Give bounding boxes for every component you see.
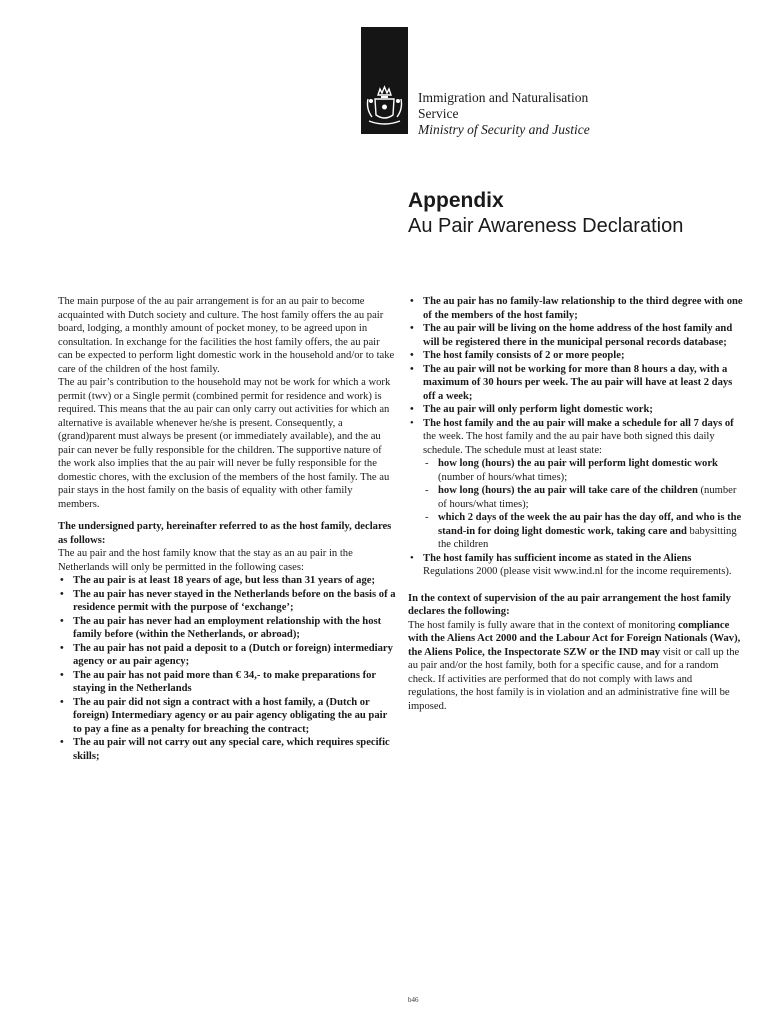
list-item: • The au pair will be living on the home address of the host family and will be registered there in the municipal personal records database; [408, 322, 743, 349]
right-column [408, 295, 743, 713]
income-text: Regulations 2000 (please visit www.ind.nl for the income requirements). [423, 566, 732, 577]
supervision-text-rest: visit or call up the au pair and/or the host family, both for a specific cause, and for a random check. If activities are performed that do not comply with laws and regulations, the host family is in violation and an administrative fine will be imposed. [408, 646, 740, 712]
list-item: • The au pair did not sign a contract with a host family, a (Dutch or foreign) Intermediary agency or au pair agency obligating the au pair to pay a fine as a penalty for breaching the contract; [58, 696, 396, 737]
title-block [408, 188, 748, 238]
page-number: b46 [408, 996, 419, 1004]
agency-name [418, 90, 718, 138]
list-item: • The au pair has not paid a deposit to a (Dutch or foreign) intermediary agency or au pair agency; [58, 642, 396, 669]
dash-item-bold: which 2 days of the week the au pair has the day off, and who is the stand-in for doing light domestic work, taking care and [438, 512, 742, 537]
declaration-intro: The au pair and the host family know that the stay as an au pair in the Netherlands will only be permitted in the following cases: [58, 548, 353, 573]
ministry-name: Ministry of Security and Justice [418, 122, 590, 137]
dash-item-text: (number of hours/what times); [438, 485, 737, 510]
list-item-income [408, 552, 743, 579]
conditions-list [58, 574, 396, 763]
supervision-heading: In the context of supervision of the au pair arrangement the host family declares the following: [408, 592, 731, 617]
dash-item [423, 457, 743, 484]
income-bold-text: The host family has sufficient income as stated in the Aliens [423, 552, 692, 564]
schedule-requirements-list [423, 457, 743, 552]
list-item: • The au pair has never stayed in the Netherlands before on the basis of a residence permit with the purpose of ‘exchange’; [58, 588, 396, 615]
list-item: • The au pair has never had an employment relationship with the host family before (within the Netherlands, or abroad); [58, 615, 396, 642]
supervision-paragraph [408, 619, 743, 714]
list-item: • The au pair is at least 18 years of age, but less than 31 years of age; [58, 574, 396, 588]
list-item-schedule [408, 417, 743, 552]
declaration-heading: The undersigned party, hereinafter referred to as the host family, declares as follows: [58, 521, 392, 546]
list-item: • The host family consists of 2 or more people; [408, 349, 743, 363]
schedule-text: the week. The host family and the au pair have both signed this daily schedule. The schedule must at least state: [423, 431, 715, 456]
list-item: • The au pair has no family-law relationship to the third degree with one of the members of the host family; [408, 295, 743, 322]
dash-item [423, 484, 743, 511]
page-title: Appendix [408, 189, 504, 212]
agency-line1: Immigration and Naturalisation [418, 90, 589, 105]
list-item: • The au pair will not be working for more than 8 hours a day, with a maximum of 30 hours per week. The au pair will have at least 2 days off a week; [408, 363, 743, 404]
conditions-list-continued [408, 295, 743, 579]
agency-line2: Service [418, 106, 459, 121]
dash-item-text: (number of hours/what times); [438, 471, 568, 483]
left-column [58, 295, 396, 763]
page-subtitle: Au Pair Awareness Declaration [408, 215, 684, 237]
dash-item [423, 511, 743, 552]
list-item: • The au pair has not paid more than € 34,- to make preparations for staying in the Netherlands [58, 669, 396, 696]
supervision-text-bold: compliance with the Aliens Act 2000 and the Labour Act for Foreign Nationals (Wav), the Aliens Police, the Inspectorate SZW or the IND may [408, 619, 741, 658]
list-item: • The au pair will not carry out any special care, which requires specific skills; [58, 736, 396, 763]
schedule-bold-text: The host family and the au pair will make a schedule for all 7 days of [423, 417, 734, 429]
supervision-text-plain: The host family is fully aware that in the context of monitoring [408, 619, 676, 631]
dash-item-bold: how long (hours) the au pair will take care of the children [438, 485, 698, 496]
list-item: • The au pair will only perform light domestic work; [408, 403, 743, 417]
royal-crest-icon [364, 83, 405, 129]
intro-paragraph-2: The au pair’s contribution to the household may not be work for which a work permit (twv) or a Single permit (combined permit for residence and work) is required. This means that the au pair can only carry out activities for which an alternative is available whenever he/she is present. Consequently, a (grand)parent must always be present (or immediately available), and the au pair can never be fully responsible for the children. The supportive nature of the work also implies that the au pair will never be fully responsible for the domestic chores, with the exclusion of the members of the host family. The au pair stays in the host family on the basis of equality with other family members. [58, 377, 391, 510]
dash-item-text: babysitting the children [438, 525, 737, 550]
intro-paragraph-1: The main purpose of the au pair arrangement is for an au pair to become acquainted with Dutch society and culture. The host family offers the au pair board, lodging, a monthly amount of pocket money, to be agreed upon in consultation. In exchange for the facilities the host family offers, the au pair can be expected to perform light domestic work in the household and/or to take care of the children of the host family. [58, 296, 395, 375]
dash-item-bold: how long (hours) the au pair will perform light domestic work [438, 458, 718, 469]
logo-bar [361, 27, 408, 134]
